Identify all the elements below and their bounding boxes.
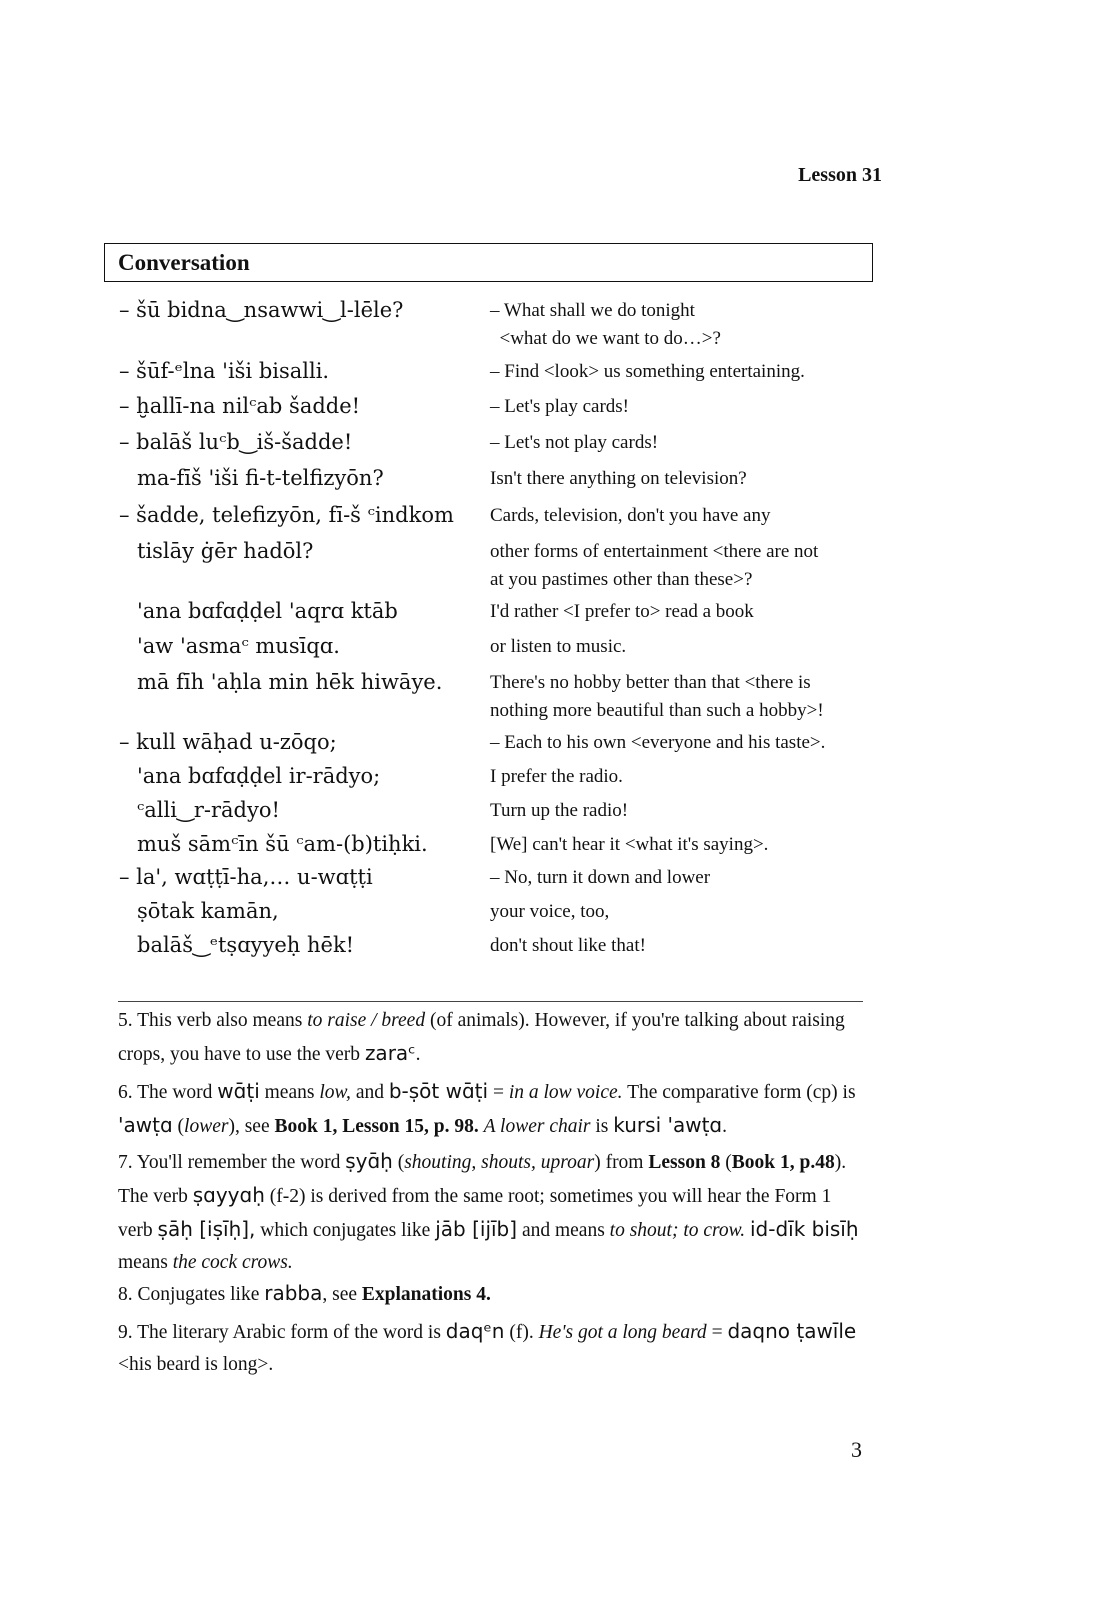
footnote-6: 6. The word wɑ̄ṭi means low, and b-ṣōt wɑ̄ṭi = in a low voice. The comparative form (cp) is 'awṭɑ (lower), see Book 1, Lesson 15, p. 98. A lower chair is kursi 'awṭɑ. — [118, 1079, 856, 1137]
dialogue-line-translation: nothing more beautiful than such a hobby>! — [490, 700, 824, 721]
dialogue-line-transliteration: ᶜalli‿r-rādyo! — [137, 798, 280, 822]
dialogue-line-translation: – Let's play cards! — [490, 396, 630, 417]
dialogue-line-translation: Cards, television, don't you have any — [490, 505, 771, 526]
dialogue-line-translation: or listen to music. — [490, 636, 627, 657]
dialogue-line-transliteration: ṣōtak kamān, — [137, 899, 279, 923]
dialogue-line-transliteration: – la', wɑṭṭī-ha,… u-wɑṭṭi — [119, 865, 373, 889]
dialogue-line-translation: [We] can't hear it <what it's saying>. — [490, 834, 769, 855]
dialogue-line-transliteration: mā fīh 'aḥla min hēk hiwāye. — [137, 670, 443, 694]
footnote-7: 7. You'll remember the word ṣyɑ̄ḥ (shouting, shouts, uproar) from Lesson 8 (Book 1, p.48). The verb ṣɑyyɑḥ (f-2) is derived from the same root; sometimes you will hear the Form 1 verb ṣāḥ [iṣīḥ], which conjugates like jāb [ijīb] and means to shout; to crow. id-dīk bisīḥ means the cock crows. — [118, 1149, 859, 1273]
dialogue-line-translation: <what do we want to do…>? — [490, 328, 721, 349]
dialogue-line-translation: – Find <look> us something entertaining. — [490, 361, 805, 382]
footnote-8: 8. Conjugates like rabba, see Explanations 4. — [118, 1281, 491, 1305]
section-title: Conversation — [104, 243, 873, 282]
dialogue-line-translation: Isn't there anything on television? — [490, 468, 747, 489]
dialogue-line-transliteration: muš sāmᶜīn šū ᶜam-(b)tiḥki. — [137, 832, 428, 856]
dialogue-line-translation: I'd rather <I prefer to> read a book — [490, 601, 754, 622]
dialogue-line-transliteration: – ḫallī-na nilᶜab šadde! — [119, 394, 361, 418]
footnote-divider — [118, 1001, 863, 1002]
dialogue-line-translation: – Let's not play cards! — [490, 432, 659, 453]
dialogue-line-translation: – No, turn it down and lower — [490, 867, 711, 888]
dialogue-line-translation: other forms of entertainment <there are not — [490, 541, 819, 562]
dialogue-line-translation: – What shall we do tonight — [490, 300, 695, 321]
dialogue-line-translation: I prefer the radio. — [490, 766, 623, 787]
lesson-header: Lesson 31 — [798, 164, 882, 186]
dialogue-line-translation: There's no hobby better than that <there is — [490, 672, 811, 693]
dialogue-line-translation: – Each to his own <everyone and his taste>. — [490, 732, 826, 753]
dialogue-line-transliteration: tislāy ġēr hadōl? — [137, 539, 314, 563]
dialogue-line-translation: at you pastimes other than these>? — [490, 569, 753, 590]
dialogue-line-transliteration: 'ana bɑfɑḍḍel 'aqrɑ ktāb — [137, 599, 398, 623]
dialogue-line-transliteration: balāš‿ᵉtṣɑyyeḥ hēk! — [137, 933, 355, 957]
footnote-9: 9. The literary Arabic form of the word is daqᵉn (f). He's got a long beard = daqno ṭawīle <his beard is long>. — [118, 1319, 857, 1375]
dialogue-line-transliteration: – šūf-ᵉlna 'iši bisalli. — [119, 359, 330, 383]
page-number: 3 — [851, 1437, 862, 1462]
footnote-5: 5. This verb also means to raise / breed (of animals). However, if you're talking about raising crops, you have to use the verb zaraᶜ. — [118, 1010, 845, 1065]
dialogue-line-transliteration: – šū bidna‿nsawwi‿l-lēle? — [119, 298, 404, 322]
dialogue-line-transliteration: – šadde, telefizyōn, fī-š ᶜindkom — [119, 503, 454, 527]
dialogue-line-transliteration: ma-fīš 'iši fi-t-telfizyōn? — [137, 466, 384, 490]
dialogue-line-transliteration: 'aw 'asmaᶜ musīqɑ. — [137, 634, 340, 658]
dialogue-line-transliteration: 'ana bɑfɑḍḍel ir-rādyo; — [137, 764, 381, 788]
dialogue-line-transliteration: – balāš luᶜb‿iš-šadde! — [119, 430, 353, 454]
dialogue-line-transliteration: – kull wāḥad u-zōqo; — [119, 730, 337, 754]
dialogue-line-translation: don't shout like that! — [490, 935, 646, 956]
dialogue-line-translation: Turn up the radio! — [490, 800, 629, 821]
dialogue-line-translation: your voice, too, — [490, 901, 610, 922]
